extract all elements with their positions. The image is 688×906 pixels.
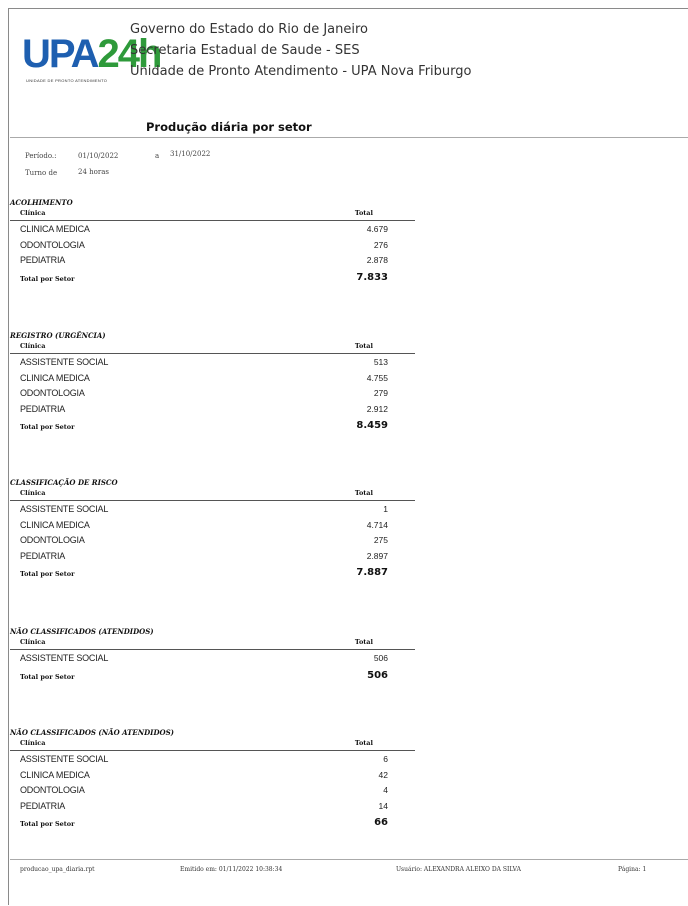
row-total: 6 — [383, 754, 388, 764]
table-row — [10, 798, 430, 814]
section-title: REGISTRO (URGÊNCIA) — [10, 331, 106, 340]
table-row — [10, 767, 430, 783]
column-header — [10, 341, 415, 354]
section-nao-classificados-atendidos — [10, 627, 430, 686]
footer-emitted: Emitido em: 01/11/2022 10:38:34 — [180, 866, 283, 873]
footer-divider — [10, 859, 688, 860]
section-total — [10, 666, 430, 686]
title-divider — [10, 137, 688, 138]
section-classificacao-risco — [10, 478, 430, 583]
table-row — [10, 221, 430, 237]
table-row — [10, 385, 430, 401]
column-clinic: Clínica — [20, 342, 46, 350]
column-clinic: Clínica — [20, 489, 46, 497]
row-clinic: ASSISTENTE SOCIAL — [20, 357, 109, 367]
period-separator: a — [155, 152, 160, 160]
column-total: Total — [354, 209, 373, 217]
table-row — [10, 548, 430, 564]
row-total: 42 — [378, 769, 388, 780]
table-row — [10, 501, 430, 517]
row-total: 513 — [373, 357, 388, 367]
shift-value: 24 horas — [78, 168, 109, 176]
row-clinic: PEDIATRIA — [20, 800, 66, 811]
table-row — [10, 751, 430, 767]
period-start: 01/10/2022 — [78, 152, 119, 160]
total-value: 7.833 — [356, 271, 388, 283]
table-row — [10, 401, 430, 417]
row-clinic: ODONTOLOGIA — [20, 535, 85, 545]
column-total: Total — [354, 342, 373, 350]
row-clinic: CLINICA MEDICA — [20, 519, 90, 530]
column-clinic: Clínica — [20, 739, 46, 747]
row-clinic: ASSISTENTE SOCIAL — [20, 653, 109, 663]
column-total: Total — [354, 739, 373, 747]
row-total: 4 — [383, 785, 388, 795]
row-clinic: PEDIATRIA — [20, 550, 66, 561]
header-government: Governo do Estado do Rio de Janeiro — [130, 22, 368, 37]
column-total: Total — [354, 489, 373, 497]
period-end: 31/10/2022 — [170, 150, 211, 158]
row-clinic: CLINICA MEDICA — [20, 372, 90, 383]
table-row — [10, 370, 430, 386]
row-total: 279 — [373, 388, 388, 398]
row-total: 4.714 — [366, 519, 388, 530]
row-total: 275 — [373, 535, 388, 545]
header-unit: Unidade de Pronto Atendimento - UPA Nova Friburgo — [130, 64, 472, 79]
shift-label: Turno de — [25, 169, 58, 177]
row-clinic: PEDIATRIA — [20, 255, 66, 265]
total-value: 8.459 — [356, 420, 388, 431]
total-value: 7.887 — [356, 567, 388, 578]
total-label: Total por Setor — [20, 672, 75, 681]
table-row — [10, 517, 430, 533]
section-acolhimento — [10, 198, 430, 288]
table-row — [10, 782, 430, 798]
section-title: NÃO CLASSIFICADOS (ATENDIDOS) — [10, 627, 154, 636]
row-total: 2.878 — [366, 255, 388, 265]
row-total: 506 — [373, 653, 388, 663]
section-total — [10, 813, 430, 833]
table-row — [10, 354, 430, 370]
section-total — [10, 268, 430, 288]
report-title: Produção diária por setor — [146, 120, 312, 134]
column-total: Total — [354, 638, 373, 646]
row-clinic: ASSISTENTE SOCIAL — [20, 504, 109, 514]
row-clinic: CLINICA MEDICA — [20, 769, 90, 780]
logo-tagline: UNIDADE DE PRONTO ATENDIMENTO — [26, 78, 108, 83]
section-total — [10, 563, 430, 583]
total-label: Total por Setor — [20, 820, 75, 828]
row-total: 14 — [378, 800, 388, 811]
column-clinic: Clínica — [20, 209, 46, 217]
section-title: CLASSIFICAÇÃO DE RISCO — [10, 478, 118, 487]
table-row — [10, 252, 430, 268]
row-clinic: ASSISTENTE SOCIAL — [20, 754, 109, 764]
row-total: 4.755 — [366, 372, 388, 383]
period-label: Período.: — [25, 152, 57, 160]
footer-page: Página: 1 — [618, 866, 647, 873]
table-row — [10, 532, 430, 548]
total-label: Total por Setor — [20, 423, 75, 431]
row-total: 2.912 — [366, 403, 388, 414]
logo-text-main: UPA — [22, 32, 98, 76]
row-total: 276 — [373, 239, 388, 250]
column-header — [10, 637, 415, 650]
row-clinic: ODONTOLOGIA — [20, 785, 85, 795]
section-title: NÃO CLASSIFICADOS (NÃO ATENDIDOS) — [10, 728, 174, 737]
column-clinic: Clínica — [20, 638, 46, 646]
row-clinic: CLINICA MEDICA — [20, 224, 90, 234]
header-secretariat: Secretaria Estadual de Saude - SES — [130, 43, 360, 58]
total-label: Total por Setor — [20, 274, 75, 283]
column-header — [10, 738, 415, 751]
column-header — [10, 208, 415, 221]
row-clinic: PEDIATRIA — [20, 403, 66, 414]
total-label: Total por Setor — [20, 570, 75, 578]
row-clinic: ODONTOLOGIA — [20, 388, 85, 398]
footer-filename: producao_upa_diaria.rpt — [20, 866, 95, 873]
row-total: 4.679 — [366, 224, 388, 234]
footer-user: Usuário: ALEXANDRA ALEIXO DA SILVA — [396, 866, 521, 873]
total-value: 506 — [367, 669, 388, 681]
table-row — [10, 237, 430, 253]
total-value: 66 — [374, 817, 388, 828]
section-nao-classificados-nao-atendidos — [10, 728, 430, 833]
row-total: 1 — [383, 504, 388, 514]
upa-logo — [22, 28, 161, 90]
section-registro — [10, 331, 430, 436]
section-total — [10, 416, 430, 436]
column-header — [10, 488, 415, 501]
row-clinic: ODONTOLOGIA — [20, 239, 85, 250]
table-row — [10, 650, 430, 666]
logo-text-accent: 24h — [97, 32, 161, 76]
row-total: 2.897 — [366, 550, 388, 561]
section-title: ACOLHIMENTO — [10, 198, 73, 207]
